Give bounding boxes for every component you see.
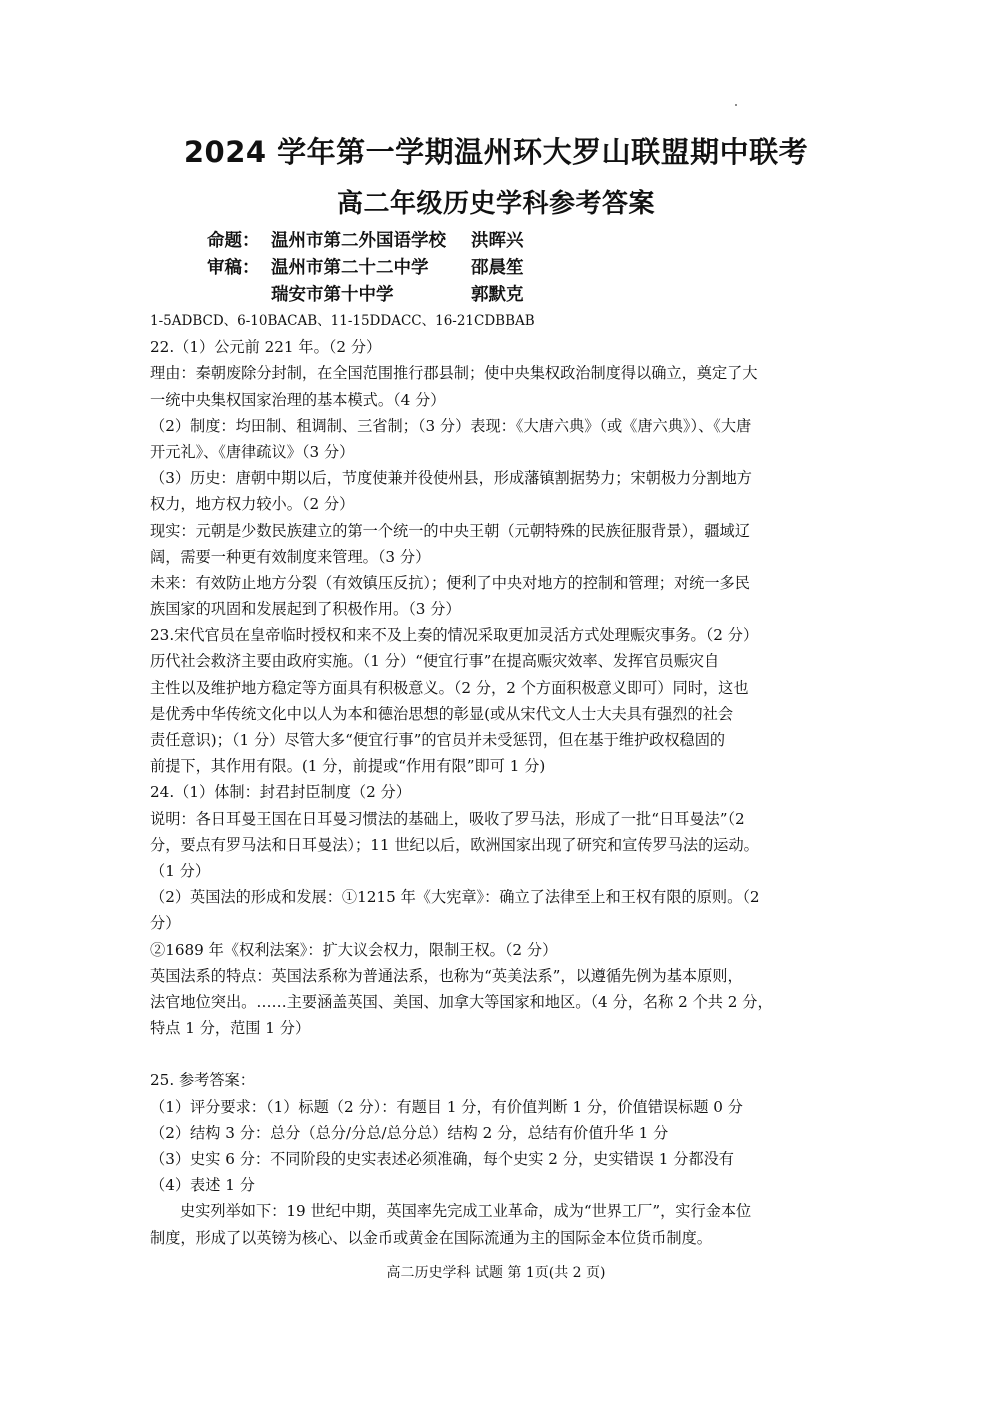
credit-school: 温州市第二十二中学 (271, 258, 429, 278)
q25-criteria-2: （2）结构 3 分：总分（总分/分总/总分总）结构 2 分，总结有价值升华 1 分 (150, 1123, 669, 1142)
q23-line5: 责任意识)；（1 分）尽管大多“便宜行事”的官员并未受惩罚，但在基于维护政权稳固的 (150, 731, 726, 749)
credit-person: 邵晨笙 (471, 258, 524, 278)
q24-traits-line2: 法官地位突出。……主要涵盖英国、美国、加拿大等国家和地区。（4 分，名称 2 个共 2 分， (150, 992, 773, 1011)
q23-line6: 前提下，其作用有限。(1 分，前提或“作用有限”即可 1 分) (150, 757, 546, 776)
q25-heading: 25. 参考答案： (150, 1071, 255, 1090)
credits-block (207, 228, 524, 309)
q22-future-line2: 族国家的巩固和发展起到了积极作用。（3 分） (150, 600, 461, 619)
credit-person: 洪晖兴 (471, 231, 524, 251)
q24-explain-line3: （1 分） (150, 861, 211, 880)
q22-reality-line1: 现实：元朝是少数民族建立的第一个统一的中央王朝（元朝特殊的民族征服背景），疆域辽 (150, 521, 750, 540)
q24-explain-line1: 说明：各日耳曼王国在日耳曼习惯法的基础上，吸收了罗马法，形成了一批“日耳曼法”（2 (150, 809, 745, 828)
document-subtitle: 高二年级历史学科参考答案 (336, 189, 655, 219)
credit-role: 审稿： (207, 258, 260, 278)
q24-traits-line3: 特点 1 分，范围 1 分） (150, 1019, 311, 1038)
q24-part1: 24.（1）体制：封君封臣制度（2 分） (150, 783, 411, 802)
q25-criteria-3: （3）史实 6 分：不同阶段的史实表述必须准确，每个史实 2 分，史实错误 1 分都没有 (150, 1150, 734, 1168)
q22-part3-line1: （3）历史：唐朝中期以后，节度使兼并役使州县，形成藩镇割据势力；宋朝极力分割地方 (150, 469, 752, 488)
q23-line4: 是优秀中华传统文化中以人为本和德治思想的彰显(或从宋代文人士大夫具有强烈的社会 (150, 704, 734, 723)
q25-criteria-4: （4）表述 1 分 (150, 1176, 255, 1195)
q23-line2: 历代社会救济主要由政府实施。（1 分）“便宜行事”在提高赈灾效率、发挥官员赈灾自 (150, 652, 720, 671)
q22-reason-line1: 理由：秦朝废除分封制，在全国范围推行郡县制；使中央集权政治制度得以确立，奠定了大 (150, 364, 758, 383)
q22-part3-line2: 权力，地方权力较小。（2 分） (150, 495, 355, 514)
q25-criteria-1: （1）评分要求：（1）标题（2 分）：有题目 1 分，有价值判断 1 分，价值错误标题 0 分 (150, 1097, 743, 1116)
answer-body (150, 308, 850, 1251)
q24-explain-line2: 分，要点有罗马法和日耳曼法）；11 世纪以后，欧洲国家出现了研究和宣传罗马法的运动。 (150, 835, 759, 854)
credit-setter (207, 228, 524, 255)
credit-reviewer-2 (207, 282, 524, 309)
q22-part2-line2: 开元礼》、《唐律疏议》（3 分） (150, 442, 355, 461)
q25-facts-line1: 史实列举如下：19 世纪中期，英国率先完成工业革命，成为“世界工厂”，实行金本位 (180, 1202, 752, 1221)
q24-traits-line1: 英国法系的特点：英国法系称为普通法系，也称为“英美法系”，以遵循先例为基本原则， (150, 966, 743, 985)
credit-reviewer-1 (207, 255, 524, 282)
q22-future-line1: 未来：有效防止地方分裂（有效镇压反抗）；便利了中央对地方的控制和管理；对统一多民 (150, 573, 750, 592)
q25-facts-line2: 制度，形成了以英镑为核心、以金币或黄金在国际流通为主的国际金本位货币制度。 (150, 1228, 712, 1247)
credit-school: 瑞安市第十中学 (271, 285, 394, 305)
q22-reason-line2: 一统中央集权国家治理的基本模式。（4 分） (150, 390, 446, 409)
q22-reality-line2: 阔，需要一种更有效制度来管理。（3 分） (150, 547, 431, 566)
credit-role: 命题： (207, 231, 260, 251)
credit-school: 温州市第二外国语学校 (271, 231, 446, 251)
blank-line (150, 1041, 850, 1067)
q22-part1: 22.（1）公元前 221 年。（2 分） (150, 338, 382, 357)
mcq-answers: 1-5ADBCD、6-10BACAB、11-15DDACC、16-21CDBBAB (150, 313, 535, 329)
document-title: 2024 学年第一学期温州环大罗山联盟期中联考 (183, 135, 809, 169)
q23-line1: 23.宋代官员在皇帝临时授权和来不及上奏的情况采取更加灵活方式处理赈灾事务。（2 分） (150, 626, 759, 645)
scan-dot (735, 104, 737, 106)
q23-line3: 主性以及维护地方稳定等方面具有积极意义。（2 分，2 个方面积极意义即可）同时，这也 (150, 678, 749, 697)
page-footer: 高二历史学科 试题 第 1页(共 2 页) (386, 1265, 606, 1281)
q24-bill-of-rights: ②1689 年《权利法案》：扩大议会权力，限制王权。（2 分） (150, 940, 558, 959)
q24-part2-line2: 分） (150, 914, 181, 933)
q22-part2-line1: （2）制度：均田制、租调制、三省制；（3 分）表现：《大唐六典》（或《唐六典》）、《大唐 (150, 416, 752, 435)
credit-person: 郭默克 (471, 285, 524, 305)
q24-part2-line1: （2）英国法的形成和发展：①1215 年《大宪章》：确立了法律至上和王权有限的原则。（2 (150, 888, 760, 907)
